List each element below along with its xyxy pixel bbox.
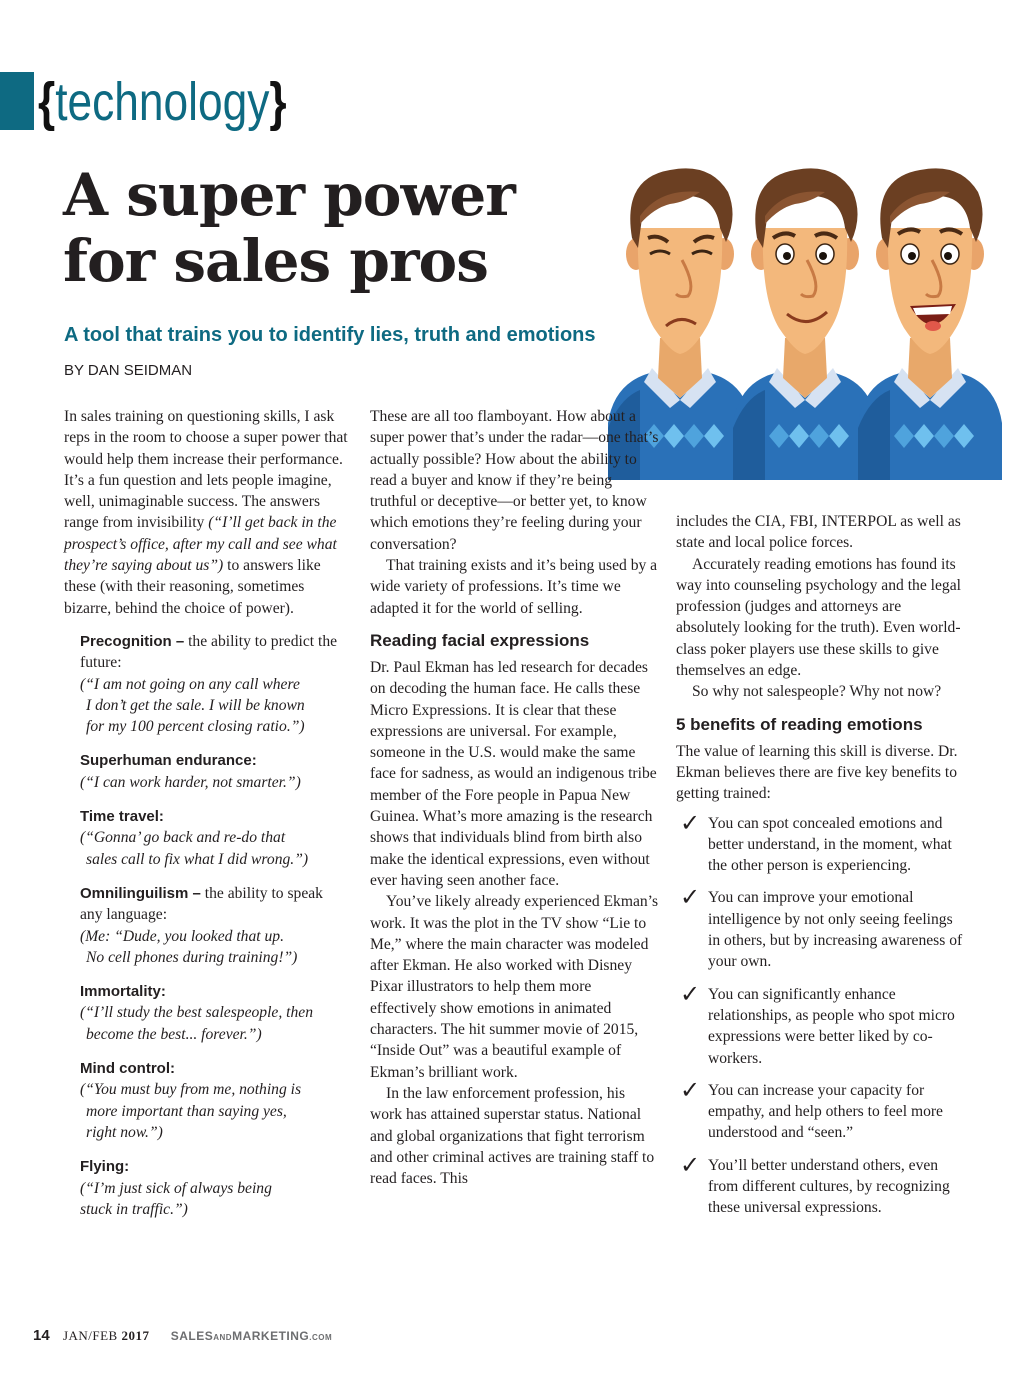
page-footer xyxy=(33,1327,332,1347)
three-faces-illustration xyxy=(608,160,1018,480)
issue-month: JAN/FEB xyxy=(62,1328,118,1343)
pub-part: SALES xyxy=(170,1329,214,1343)
power-quote xyxy=(80,827,349,870)
checkmark-icon: ✓ xyxy=(680,808,701,837)
issue-year: 2017 xyxy=(121,1328,150,1343)
intro-italic-quote: (“I’ll get back in the prospect’s office, after my call and see what they’re saying about us”) xyxy=(64,514,337,575)
body-paragraph: Accurately reading emotions has found its way into counseling psychology and the legal profession (judges and attorneys are absolutely looking for the truth). Even world-class poker players use these skills to give themselves an edge. xyxy=(676,555,961,680)
section-label: technology xyxy=(55,72,270,132)
pub-part: AND xyxy=(213,1333,233,1342)
benefit-text: You can significantly enhance relationships, as people who spot micro expressions were better liked by co-workers. xyxy=(708,985,955,1067)
benefit-text: You can improve your emotional intelligence by not only seeing feelings in others, but by increasing awareness of your own. xyxy=(708,889,963,971)
column-2 xyxy=(370,406,660,1189)
power-quote xyxy=(80,926,349,969)
checkmark-icon: ✓ xyxy=(680,979,701,1008)
power-title: Superhuman endurance: xyxy=(80,752,257,770)
page-number: 14 xyxy=(33,1327,50,1344)
body-paragraph: You’ve likely already experienced Ekman’s work. It was the plot in the TV show “Lie to Me,” where the main character was modeled after Ekman. He also worked with Disney Pixar illustrators to help them more effectively show emotions in animated characters. The hit summer movie of 2015, “Inside Out” was a beautiful example of Ekman’s brilliant work. xyxy=(370,893,659,1081)
power-quote xyxy=(80,1002,349,1045)
quote-line: sales call to fix what I did wrong.”) xyxy=(86,850,309,868)
power-item xyxy=(80,1058,349,1143)
section-color-bar xyxy=(0,72,34,130)
bracket-open: { xyxy=(38,72,56,132)
byline: BY DAN SEIDMAN xyxy=(64,362,193,379)
benefit-item xyxy=(676,883,966,972)
checkmark-icon: ✓ xyxy=(680,1150,701,1179)
section-heading: Reading facial expressions xyxy=(370,630,590,650)
power-quote xyxy=(80,772,349,793)
quote-line: (“I’m just sick of always being xyxy=(80,1179,272,1197)
intro-text-b: to answers like these (with their reasoning, sometimes bizarre, behind the choice of power). xyxy=(64,557,321,617)
body-paragraph: So why not salespeople? Why not now? xyxy=(692,683,942,701)
headline-line-2: for sales pros xyxy=(63,227,488,295)
power-item xyxy=(80,981,349,1045)
power-item xyxy=(80,750,349,793)
checkmark-icon: ✓ xyxy=(680,1075,701,1104)
power-title: Precognition – xyxy=(80,632,185,650)
body-paragraph: Dr. Paul Ekman has led research for decades on decoding the human face. He calls these Micro Expressions. It is clear that these expressions are universal. For example, someone in the U.S. would make the same face for sadness, as would an indigenous tribe member of the Fore people in Papua New Guinea. What’s more amazing is the research shows that individuals blind from birth also make the identical expressions, even without ever having seen another face. xyxy=(370,658,657,889)
section-heading: 5 benefits of reading emotions xyxy=(676,714,923,734)
benefit-text: You’ll better understand others, even from different cultures, by recognizing these universal expressions. xyxy=(708,1156,950,1217)
power-title: Flying: xyxy=(80,1158,130,1176)
power-title: Immortality: xyxy=(80,983,166,1001)
bracket-close: } xyxy=(269,72,287,132)
benefit-text: You can spot concealed emotions and better understand, in the moment, what the other person is experiencing. xyxy=(708,814,952,875)
pub-part: MARKETING xyxy=(232,1329,310,1343)
power-quote xyxy=(80,1178,349,1221)
quote-line: I don’t get the sale. I will be known xyxy=(86,696,305,714)
column-1 xyxy=(64,406,349,1220)
intro-paragraph xyxy=(64,406,349,619)
issue-date xyxy=(63,1328,150,1343)
quote-line: for my 100 percent closing ratio.”) xyxy=(86,718,305,736)
body-paragraph: These are all too flamboyant. How about a super power that’s under the radar—one that’s actually possible? How about the ability to read a buyer and know if they’re being truthful or deceptive—or better yet, to know which emotions they’re feeling during your conversation? xyxy=(370,408,659,553)
power-item xyxy=(80,1156,349,1220)
checkmark-icon: ✓ xyxy=(680,883,701,912)
benefit-item xyxy=(676,808,966,877)
quote-line: more important than saying yes, xyxy=(86,1102,287,1120)
power-title: Omnilinguilism – xyxy=(80,884,201,902)
column-3 xyxy=(676,511,966,1230)
quote-line: right now.”) xyxy=(86,1123,163,1141)
body-paragraph: includes the CIA, FBI, INTERPOL as well as state and local police forces. xyxy=(676,513,961,552)
publication-name xyxy=(171,1329,332,1343)
headline xyxy=(63,162,623,294)
power-title: Mind control: xyxy=(80,1060,175,1078)
pub-part: .COM xyxy=(309,1333,333,1342)
benefit-item xyxy=(676,1075,966,1144)
headline-line-1: A super power xyxy=(63,161,515,229)
power-quote xyxy=(80,1079,349,1143)
quote-line: (“I am not going on any call where xyxy=(80,675,300,693)
quote-line: (“I’ll study the best salespeople, then xyxy=(80,1004,313,1022)
power-quote xyxy=(80,674,349,738)
quote-line: (Me: “Dude, you looked that up. xyxy=(80,927,284,945)
subhead: A tool that trains you to identify lies, truth and emotions xyxy=(64,324,596,346)
power-item xyxy=(80,631,349,737)
body-paragraph: The value of learning this skill is diverse. Dr. Ekman believes there are five key benefits to getting trained: xyxy=(676,742,958,803)
quote-line: (“Gonna’ go back and re-do that xyxy=(80,829,286,847)
benefit-item xyxy=(676,979,966,1069)
quote-line: (“You must buy from me, nothing is xyxy=(80,1081,302,1099)
benefit-item xyxy=(676,1150,966,1219)
power-desc: the ability to speak any language: xyxy=(80,884,323,924)
intro-text-a: In sales training on questioning skills, I ask reps in the room to choose a super power that would help them increase their performance. It’s a fun question and lets people imagine, well, unimaginable success. The answers range from invisibility xyxy=(64,408,348,532)
benefits-list xyxy=(676,808,966,1219)
section-tag xyxy=(38,66,287,138)
quote-line: stuck in traffic.”) xyxy=(80,1200,188,1218)
power-item xyxy=(80,883,349,968)
quote-line: become the best... forever.”) xyxy=(86,1025,262,1043)
quote-line: No cell phones during training!”) xyxy=(86,948,298,966)
body-paragraph: That training exists and it’s being used by a wide variety of professions. It’s time we adapted it for the world of selling. xyxy=(370,557,658,617)
power-item xyxy=(80,806,349,870)
body-paragraph: In the law enforcement profession, his work has attained superstar status. National and global organizations that fight terrorism and other criminal actives are training staff to read faces. This xyxy=(370,1084,655,1188)
power-title: Time travel: xyxy=(80,808,164,826)
benefit-text: You can increase your capacity for empathy, and help others to feel more understood and “seen.” xyxy=(708,1081,943,1142)
power-desc: the ability to predict the future: xyxy=(80,632,338,672)
quote-line: (“I can work harder, not smarter.”) xyxy=(80,773,301,791)
